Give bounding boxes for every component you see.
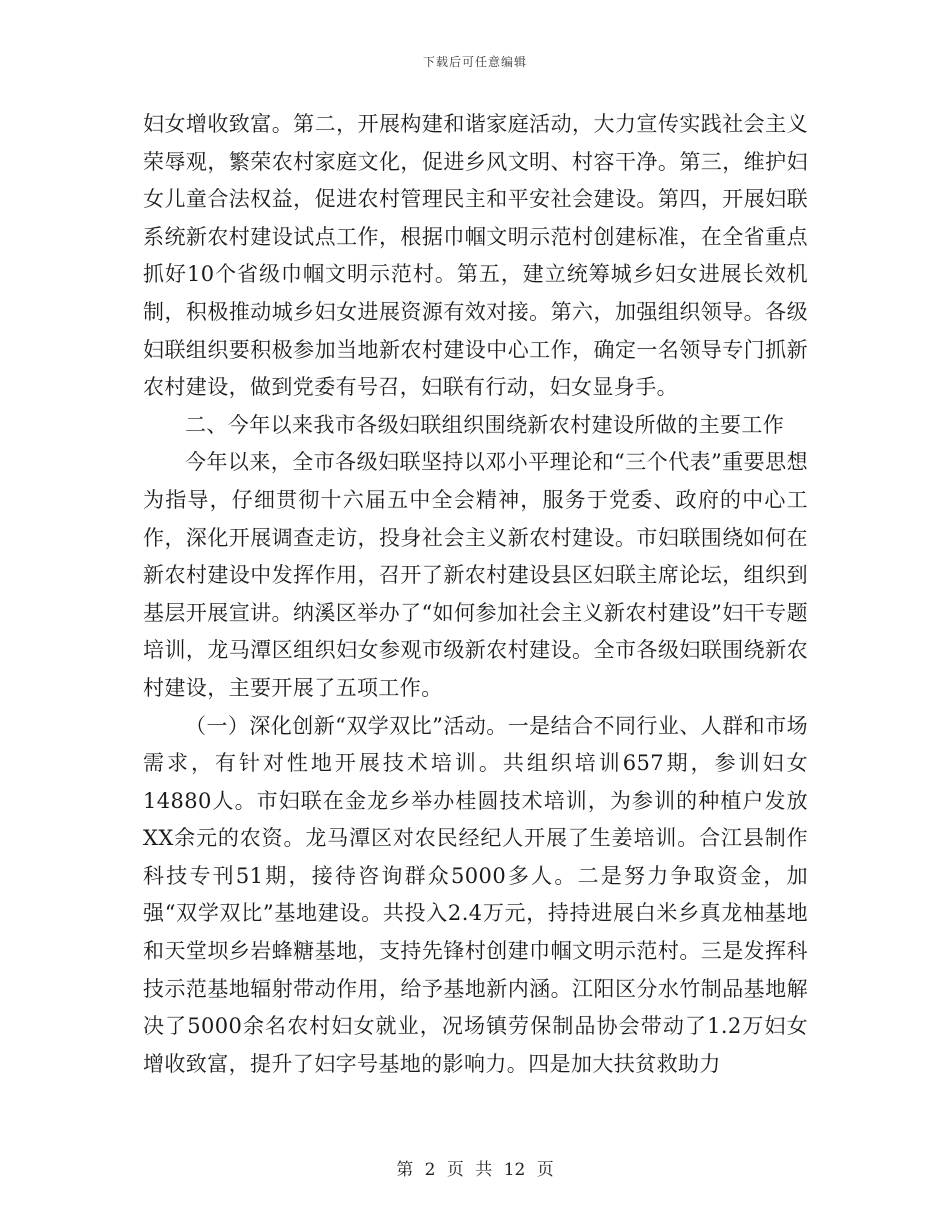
paragraph-continued: 妇女增收致富。第二，开展构建和谐家庭活动，大力宣传实践社会主义荣辱观，繁荣农村家庭文化，促进乡风文明、村容干净。第三，维护妇女儿童合法权益，促进农村管理民主和平安社会建设。第四，开展妇联系统新农村建设试点工作，根据巾帼文明示范村创建标准，在全省重点抓好10个省级巾帼文明示范村。第五，建立统筹城乡妇女进展长效机制，积极推动城乡妇女进展资源有效对接。第六，加强组织领导。各级妇联组织要积极参加当地新农村建设中心工作，确定一名领导专门抓新农村建设，做到党委有号召，妇联有行动，妇女显身手。 (143, 112, 808, 400)
page-header: 下载后可任意编辑 (422, 55, 527, 69)
paragraph: （一）深化创新“双学双比”活动。一是结合不同行业、人群和市场需求，有针对性地开展技术培训。共组织培训657期，参训妇女14880人。市妇联在金龙乡举办桂圆技术培训，为参训的种植户发放XX余元的农资。龙马潭区对农民经纪人开展了生姜培训。合江县制作科技专刊51期，接待咨询群众5000多人。二是努力争取资金，加强“双学双比”基地建设。共投入2.4万元，持持进展白米乡真龙柚基地和天堂坝乡岩蜂糖基地，支持先锋村创建巾帼文明示范村。三是发挥科技示范基地辐射带动作用，给予基地新内涵。江阳区分水竹制品基地解决了5000余名农村妇女就业，况场镇劳保制品协会带动了1.2万妇女增收致富，提升了妇字号基地的影响力。四是加大扶贫救助力 (143, 713, 808, 1076)
document-body (143, 106, 808, 1083)
paragraph: 今年以来，全市各级妇联坚持以邓小平理论和“三个代表”重要思想为指导，仔细贯彻十六届五中全会精神，服务于党委、政府的中心工作，深化开展调查走访，投身社会主义新农村建设。市妇联围绕如何在新农村建设中发挥作用，召开了新农村建设县区妇联主席论坛，组织到基层开展宣讲。纳溪区举办了“如何参加社会主义新农村建设”妇干专题培训，龙马潭区组织妇女参观市级新农村建设。全市各级妇联围绕新农村建设，主要开展了五项工作。 (143, 450, 808, 700)
page-number: 第 2 页 共 12 页 (396, 1160, 554, 1180)
section-heading: 二、今年以来我市各级妇联组织围绕新农村建设所做的主要工作 (185, 412, 785, 437)
